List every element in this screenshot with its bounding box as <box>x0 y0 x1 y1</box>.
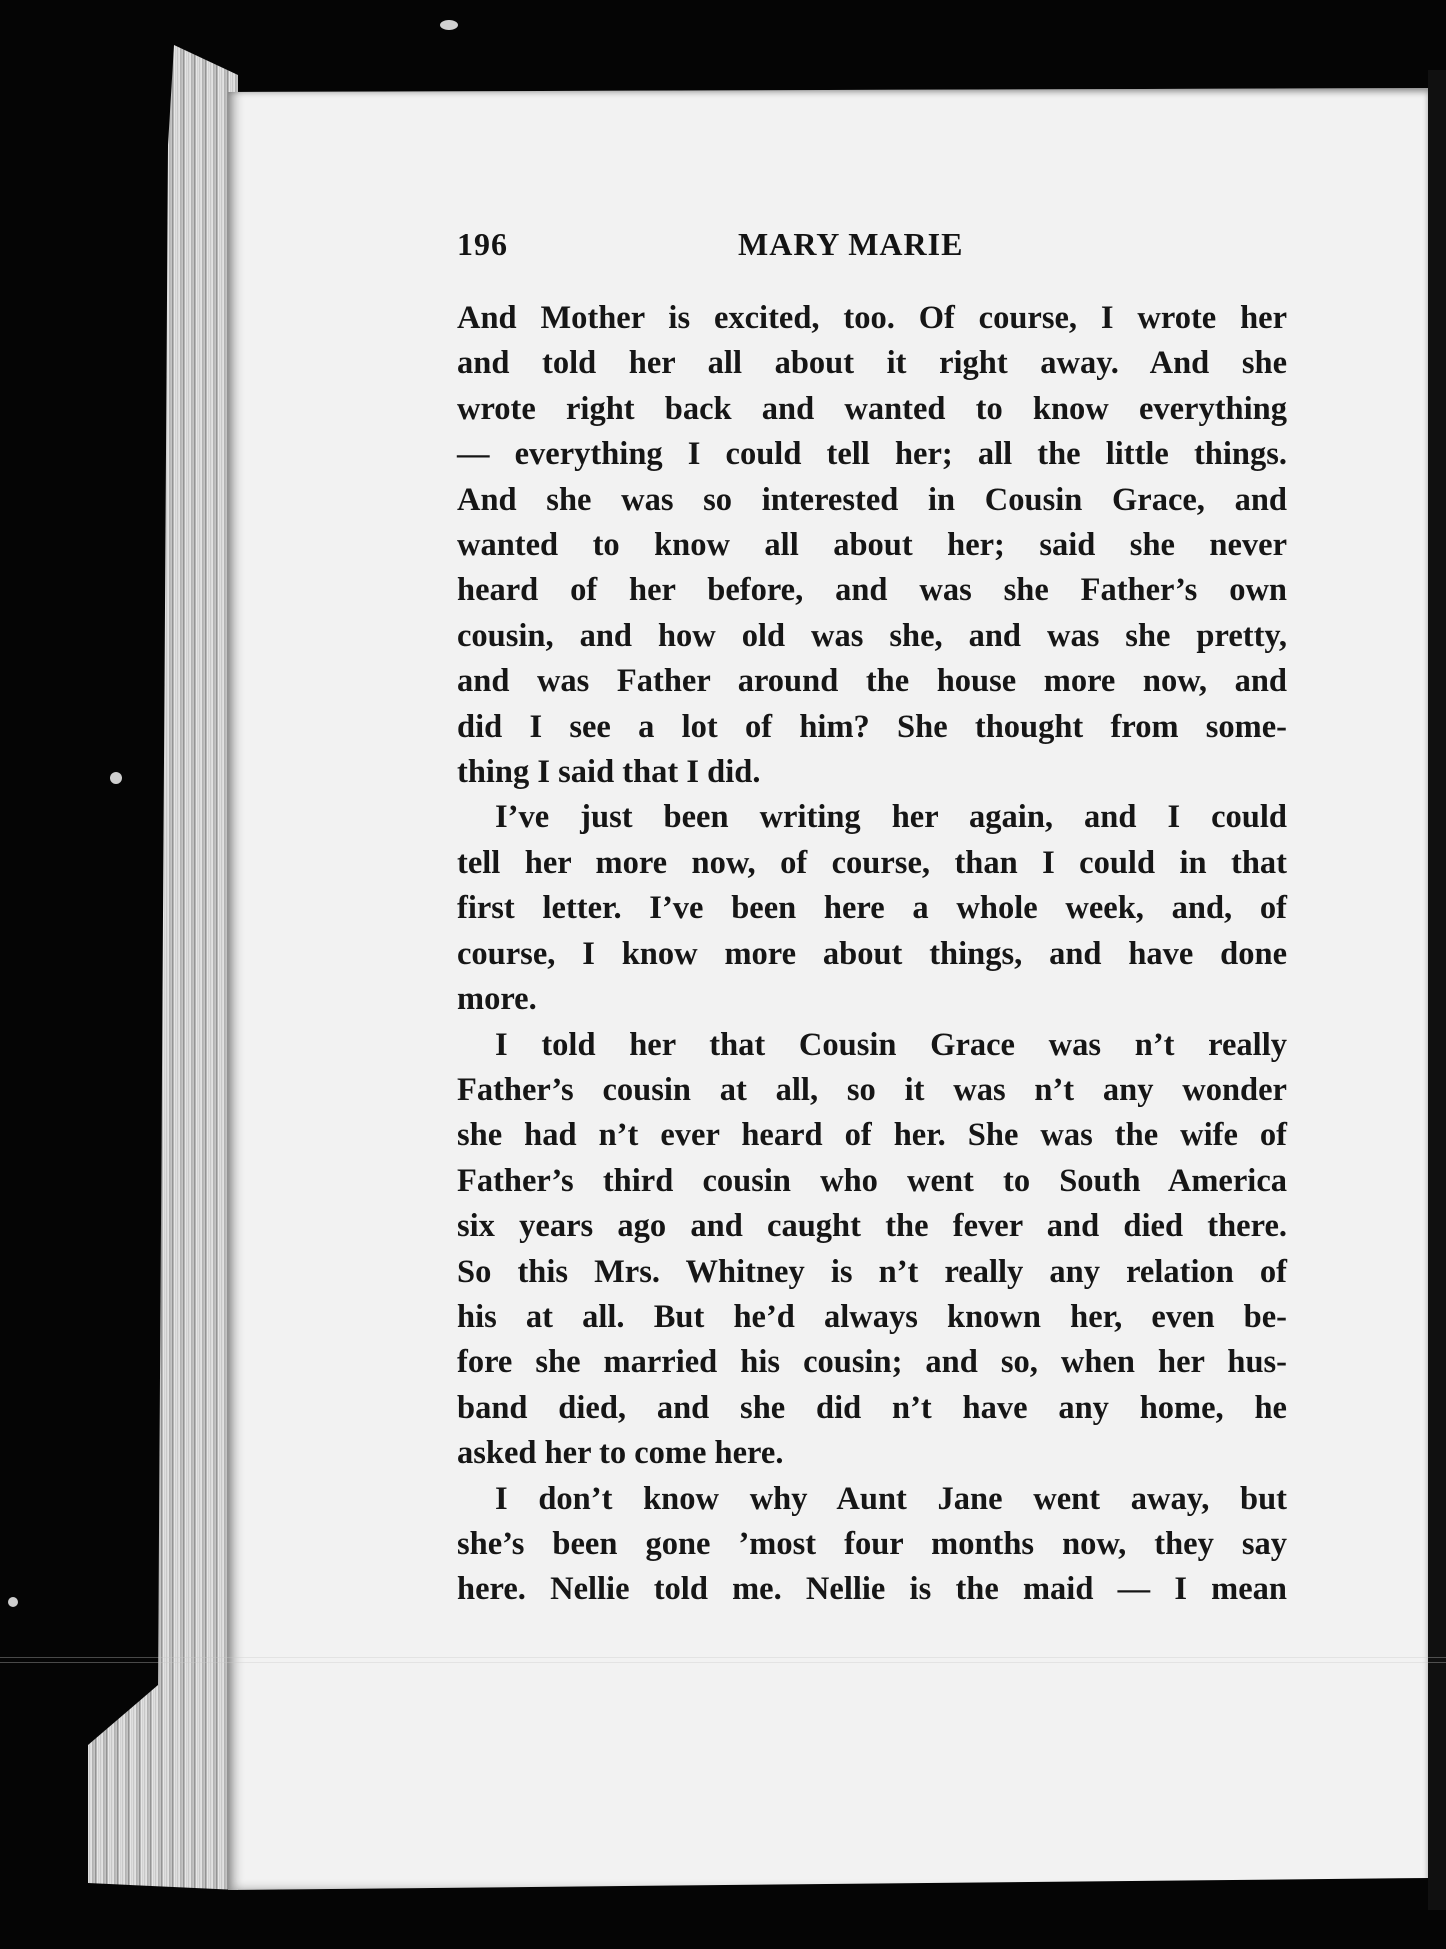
page-header <box>457 226 1287 270</box>
text-line: did I see a lot of him? She thought from some- <box>457 708 1287 745</box>
text-line: six years ago and caught the fever and died there. <box>457 1208 1287 1245</box>
text-line: she had n’t ever heard of her. She was the wife of <box>457 1117 1287 1154</box>
body-text <box>457 296 1287 1613</box>
text-line: first letter. I’ve been here a whole week, and, of <box>457 890 1287 927</box>
scan-artifact-line <box>0 1662 1446 1663</box>
text-line: Father’s cousin at all, so it was n’t any wonder <box>457 1071 1287 1108</box>
text-line: fore she married his cousin; and so, when her hus- <box>457 1344 1287 1381</box>
text-line: and told her all about it right away. And she <box>457 345 1287 382</box>
text-line: wanted to know all about her; said she never <box>457 527 1287 564</box>
text-line: So this Mrs. Whitney is n’t really any relation of <box>457 1253 1287 1290</box>
scan-speck <box>8 1597 18 1607</box>
text-line: band died, and she did n’t have any home, he <box>457 1389 1287 1426</box>
text-line: I don’t know why Aunt Jane went away, but <box>495 1480 1287 1517</box>
text-line: and was Father around the house more now, and <box>457 663 1287 700</box>
text-line: cousin, and how old was she, and was she pretty, <box>457 617 1287 654</box>
text-line: his at all. But he’d always known her, even be- <box>457 1298 1287 1335</box>
text-line: more. <box>457 981 537 1018</box>
text-line: here. Nellie told me. Nellie is the maid — I mean <box>457 1571 1287 1608</box>
scan-artifact-line <box>0 1657 1446 1658</box>
text-line: thing I said that I did. <box>457 754 761 791</box>
running-head-title: MARY MARIE <box>738 226 964 262</box>
text-line: course, I know more about things, and have done <box>457 935 1287 972</box>
text-line: she’s been gone ’most four months now, they say <box>457 1525 1287 1562</box>
right-page-edge <box>1428 70 1446 1910</box>
text-line: And Mother is excited, too. Of course, I wrote her <box>457 300 1287 336</box>
text-line: And she was so interested in Cousin Grace, and <box>457 481 1287 518</box>
page-number: 196 <box>457 226 508 262</box>
text-line: tell her more now, of course, than I could in that <box>457 844 1287 881</box>
text-line: I told her that Cousin Grace was n’t really <box>495 1026 1287 1063</box>
scan-speck <box>110 772 122 784</box>
text-line: heard of her before, and was she Father’s own <box>457 572 1287 609</box>
text-line: I’ve just been writing her again, and I could <box>495 799 1287 836</box>
text-line: asked her to come here. <box>457 1435 784 1472</box>
scan-speck <box>440 20 458 30</box>
text-line: — everything I could tell her; all the little things. <box>457 436 1287 473</box>
text-line: Father’s third cousin who went to South America <box>457 1162 1287 1199</box>
text-line: wrote right back and wanted to know everything <box>457 390 1287 427</box>
